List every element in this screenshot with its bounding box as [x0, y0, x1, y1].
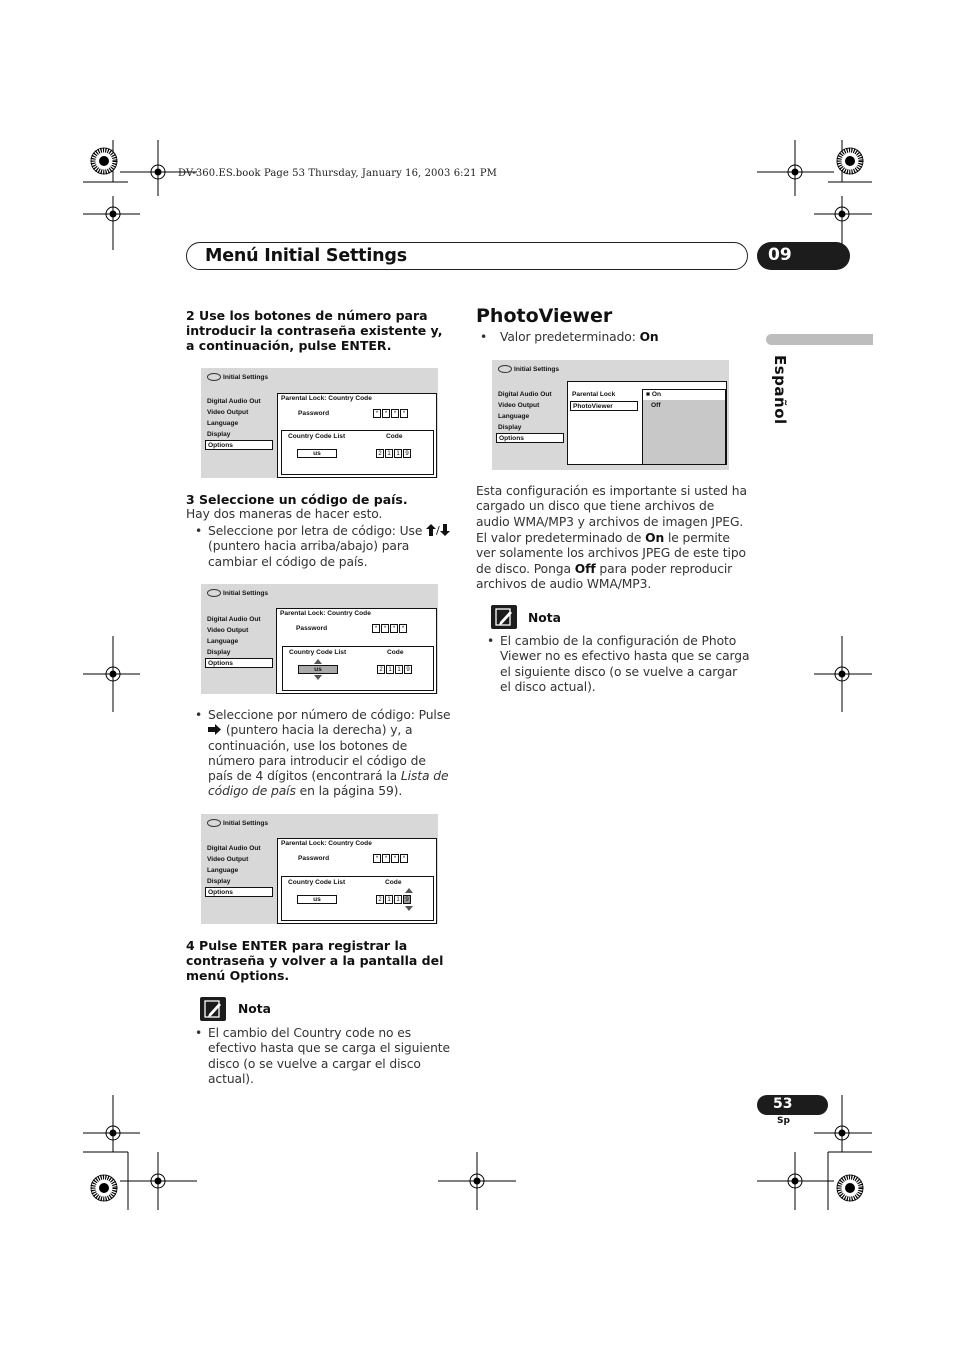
- pencil-icon: [491, 605, 517, 629]
- page-title: Menú Initial Settings: [205, 246, 407, 266]
- bullet-letter-code: • Seleccione por letra de código: Use / (puntero hacia arriba/abajo) para cambiar el código de país.: [208, 524, 454, 570]
- menu-item: Video Output: [207, 627, 249, 634]
- page-number: 53: [757, 1095, 828, 1115]
- osd-screen-password: [201, 368, 438, 478]
- menu-item: Video Output: [207, 409, 249, 416]
- disc-icon: [207, 589, 221, 597]
- menu-item: Display: [207, 649, 231, 656]
- password-label: Password: [298, 855, 330, 862]
- osd-panel: [277, 393, 437, 478]
- down-arrow-icon: [405, 906, 413, 911]
- chapter-number: 09: [757, 242, 850, 270]
- paragraph-1: Esta configuración es importante si usted ha cargado un disco que tiene archivos de audio WMA/MP3 y archivos de imagen JPEG.: [476, 484, 747, 529]
- password-boxes: * * * *: [372, 624, 408, 633]
- menu-item: Digital Audio Out: [207, 845, 261, 852]
- code-label: Code: [385, 879, 402, 886]
- paragraph-2: El valor predeterminado de On le permite ver solamente los archivos JPEG de este tipo de disco. Ponga Off para poder reproducir archivos de audio WMA/MP3.: [476, 531, 746, 591]
- note-icon: [200, 997, 226, 1021]
- panel-title: Parental Lock: Country Code: [280, 610, 371, 617]
- item-parental-lock: Parental Lock: [572, 391, 616, 398]
- menu-item-selected: Options: [205, 887, 273, 897]
- code-boxes: 2 1 1 9: [376, 449, 412, 458]
- menu-item: Display: [498, 424, 522, 431]
- osd-menu: [498, 389, 564, 443]
- chapter-title-bar: [186, 242, 748, 270]
- default-value-line: • Valor predeterminado: On: [480, 330, 659, 344]
- down-arrow-icon: [314, 675, 322, 680]
- menu-item: Language: [207, 420, 239, 427]
- options-box: [642, 389, 726, 465]
- step-3: 3 Seleccione un código de país.: [186, 492, 408, 507]
- country-field: us: [297, 895, 337, 904]
- svg-text:/: /: [436, 524, 440, 536]
- osd-panel: [277, 838, 437, 924]
- password-boxes: * * * *: [373, 854, 409, 863]
- note-label: Nota: [238, 1002, 271, 1016]
- osd-menu: [207, 614, 273, 668]
- disc-icon: [207, 819, 221, 827]
- note-label: Nota: [528, 611, 561, 625]
- osd-header: Initial Settings: [207, 819, 268, 827]
- step-3-intro: Hay dos maneras de hacer esto.: [186, 507, 383, 521]
- page-lang: Sp: [777, 1116, 790, 1126]
- country-field: us: [297, 449, 337, 458]
- menu-item-selected: Options: [496, 433, 564, 443]
- panel-title: Parental Lock: Country Code: [281, 395, 372, 402]
- up-arrow-icon: [314, 659, 322, 664]
- password-label: Password: [296, 625, 328, 632]
- note-text-country: • El cambio del Country code no es efectivo hasta que se carga el siguiente disco (o se vuelve a cargar el disco actual).: [195, 1026, 450, 1086]
- osd-header: Initial Settings: [207, 589, 268, 597]
- ccl-label: Country Code List: [289, 649, 347, 656]
- osd-screen-letter-select: [201, 584, 438, 694]
- osd-panel: [276, 608, 437, 694]
- osd-screen-number-entry: [201, 814, 438, 924]
- country-code-box: [281, 876, 434, 921]
- osd-menu: [207, 396, 273, 450]
- ccl-label: Country Code List: [288, 879, 346, 886]
- code-label: Code: [387, 649, 404, 656]
- pencil-icon: [200, 997, 226, 1021]
- password-boxes: * * * *: [373, 409, 409, 418]
- menu-item: Language: [498, 413, 530, 420]
- menu-item: Digital Audio Out: [207, 398, 261, 405]
- country-field: us: [298, 665, 338, 674]
- book-stamp: DV-360.ES.book Page 53 Thursday, January 16, 2003 6:21 PM: [178, 168, 498, 179]
- menu-item: Language: [207, 638, 239, 645]
- up-arrow-icon: [405, 888, 413, 893]
- country-code-box: [282, 646, 434, 691]
- code-boxes: 2 1 1 9: [377, 665, 413, 674]
- language-label: Español: [771, 355, 789, 425]
- note-icon: [491, 605, 517, 629]
- code-label: Code: [386, 433, 403, 440]
- panel-title: Parental Lock: Country Code: [281, 840, 372, 847]
- item-photoviewer: PhotoViewer: [570, 401, 638, 411]
- menu-item: Video Output: [498, 402, 540, 409]
- menu-item: Digital Audio Out: [498, 391, 552, 398]
- country-code-box: [281, 430, 434, 475]
- step-2: 2 Use los botones de número para introducir la contraseña existente y, a continuación, pulse ENTER.: [186, 308, 443, 353]
- menu-item: Digital Audio Out: [207, 616, 261, 623]
- bullet-number-code: • Seleccione por número de código: Pulse (puntero hacia la derecha) y, a continuación, use los botones de número para introducir el código de país de 4 dígitos (encontrará la Lista de código de país en la página 59).: [195, 708, 451, 799]
- section-title: PhotoViewer: [476, 305, 613, 327]
- osd-menu: [207, 843, 273, 897]
- menu-item-selected: Options: [205, 440, 273, 450]
- menu-item-selected: Options: [205, 658, 273, 668]
- menu-item: Display: [207, 431, 231, 438]
- menu-item: Display: [207, 878, 231, 885]
- ccl-label: Country Code List: [288, 433, 346, 440]
- osd-header: Initial Settings: [207, 373, 268, 381]
- osd-panel: [567, 381, 727, 465]
- note-text-photoviewer: • El cambio de la configuración de Photo Viewer no es efectivo hasta que se carga el siguiente disco (o se vuelve a cargar el disco actual).: [487, 634, 750, 694]
- up-down-arrow-icon: [426, 524, 452, 536]
- disc-icon: [207, 373, 221, 381]
- option-on: ■ On: [646, 391, 661, 398]
- menu-item: Video Output: [207, 856, 249, 863]
- option-off: Off: [651, 402, 661, 409]
- disc-icon: [498, 365, 512, 373]
- step-4: 4 Pulse ENTER para registrar la contraseña y volver a la pantalla del menú Options.: [186, 938, 444, 983]
- osd-screen-photoviewer: [492, 360, 729, 470]
- password-label: Password: [298, 410, 330, 417]
- language-tab: [766, 334, 873, 345]
- menu-item: Language: [207, 867, 239, 874]
- osd-header: Initial Settings: [498, 365, 559, 373]
- code-boxes: 2 1 1 9: [376, 895, 412, 904]
- right-arrow-icon: [208, 724, 222, 735]
